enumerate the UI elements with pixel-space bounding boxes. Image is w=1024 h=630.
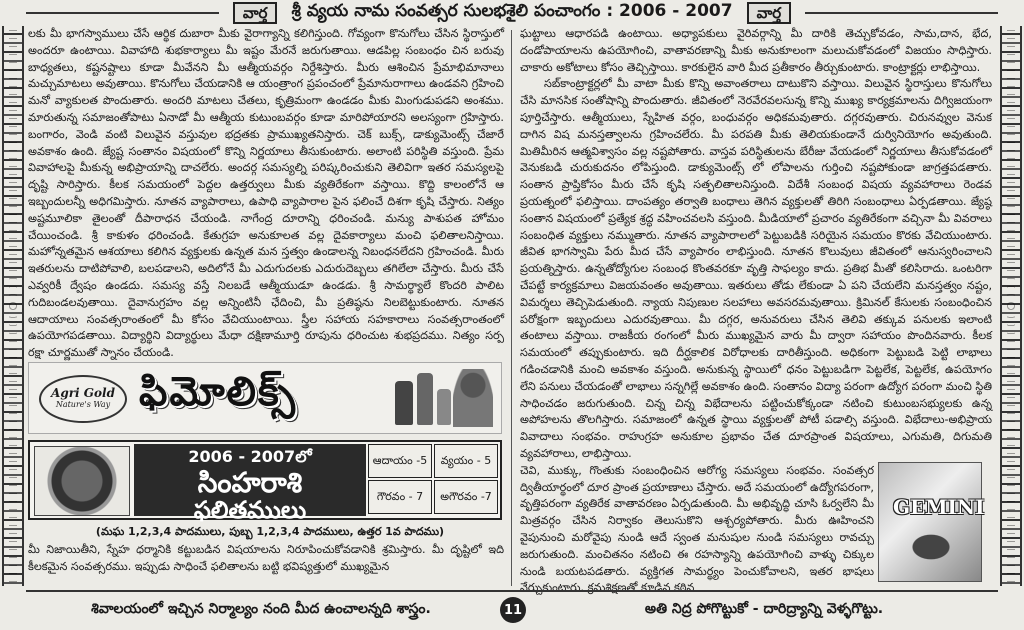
lion-image <box>34 446 130 516</box>
right-column-text-1: ఘట్టాలు ఆధారపడి ఉంటాయి. అధ్యాపకులు వైరివర్గాన్ని మీ దారికి తెచ్చుకోవడం, సామ,దాన, భేద, దండోపాయాలను ఉపయోగించి, వాతావరణాన్ని మీకు అనుకూలంగా మలుచుకోవడంలో విజయం సాధిస్తారు. చాకారు అకోటాలు కోసం తెచ్చిస్తాయి. కారకులైన వారి మీద ప్రతీకారం తీర్చుకుంటారు. కాంట్రాక్టర్లు లాభిస్తాయి. <box>520 27 992 74</box>
footer-quote-right: అతి నిద్ర పోగొట్టుకో - దారిద్ర్యాన్ని వెళ్ళగొట్టు. <box>644 600 884 617</box>
vaartha-logo-left: వార్త <box>233 2 278 24</box>
dishonour-stat: అగౌరవం -7 <box>434 480 498 514</box>
gemini-bird-image <box>901 527 961 567</box>
column-divider <box>511 30 512 586</box>
right-column-text-bottom: చెవి, ముక్కు, గొంతుకు సంబంధించిన ఆరోగ్య సమస్యలు సంభవం. సంవత్సర ద్వితీయార్థంలో దూర ప్రాంత ప్రయాణాలు చేస్తారు. అదే సమయంలో ఉద్యోగపరంగా, వృత్తిపరంగా వ్యతిరేక వాతావరణం ఏర్పడుతుంది. మీ అభివృద్ధి చూసి ఓర్వలేని మీ మిత్రవర్గం చేసిన నిర్వాకం తెలుసుకొని ఆశ్చర్యపోతారు. మీరు ఊహించని వైపునుంచి మరోవైపు నుండి ఆదే స్వంత మనుషుల నుండి సమస్యలు రావచ్చు జరుగుతుంది. మంచితనం నటించి ఈ రహస్యాన్ని ఉపయోగించి వాళ్ళు చిక్కుల నుండి బయటపడతారు. వ్యక్తిగత సామర్థ్యం పెంచుకోవాలని, ఇతర భాషలు నేర్చుకుంటారు. క్రమశిక్షణతో కూడిన కఠిన <box>520 463 874 595</box>
ad-product-name: ఫిమోలిక్స్ <box>139 369 298 415</box>
ad-model-image <box>453 369 493 427</box>
expense-stat: వ్యయం - 5 <box>434 444 498 478</box>
rashi-title: సింహరాశి <box>197 466 303 499</box>
honour-stat: గౌరవం - 7 <box>368 480 432 514</box>
product-bottles-image <box>391 371 455 429</box>
page-header <box>26 2 998 24</box>
ad-brand-tagline: Nature's Way <box>55 400 111 409</box>
nakshatra-padamulu: (మఘ 1,2,3,4 పాదములు, పుబ్బ 1,2,3,4 పాదములు, ఉత్తర 1వ పాదము) <box>95 525 445 538</box>
rashi-title-box <box>134 444 366 524</box>
left-column-bottom-text: మీ నిజాయితీని, స్నేహ ధర్మానికి కట్టుబడిన విషయాలను నిరూపించుకోవడానికి శ్రమిస్తారు. మీ దృష్టిలో ఇది కీలకమైన సంవత్సరము. ఇప్పుడు సాధించే ఫలితాలను బట్టి భవిష్యత్తులో ముఖ్యమైన <box>28 543 504 573</box>
footer-quote-left: శివాలయంలో ఇచ్చిన నిర్మాల్యం నంది మీద ఉంచాలన్నది శాస్త్రం. <box>91 600 431 617</box>
income-stat: ఆదాయం -5 <box>368 444 432 478</box>
rashi-stats <box>368 444 500 516</box>
ad-brand-name: Agri Gold <box>51 386 115 400</box>
agrigold-logo <box>39 375 127 423</box>
simha-rashi-box <box>28 440 502 524</box>
left-column-article-text: లకు మీ భాగస్వాములు చేసే ఆర్థిక దుబారా మీకు వైరాగ్యాన్ని కలిగిస్తుంది. గోవ్యంగా కొనుగోలు చేసిన స్థిరాస్తులో అందరూ ఉంటాయి. వివాహాది శుభకార్యాలు మీ ఇష్టం మేరనే జరుగుతాయి. ఆడపిల్ల సంబంధం చిన బరువు బాధ్యతలు, కష్టనష్టాలు కూడా మీవేనని మీ ఆత్మీయవర్గం నిర్దేశిస్తారు. మీరు ఆశించిన ప్రేమాభిమానాలు మచ్చుమాటలు అవుతాయి. కొనుగోలు చేయడానికి ఆ యంత్రాంగ ప్రపంచంలో ప్రేమానురాగాలు ఉండవని గ్రహించి మనో వ్యాకులత పొందుతారు. అందరి మాటలు చేతలు, కృత్రిమంగా ఉండడం మీకు మింగుడుపడని అంశము. మారుతున్న సమాజంతోపాటు ఏనాడో మీ ఆత్మీయ కుటుంబవర్గం కూడా మారిపోయారని అలస్యంగా గ్రహిస్తారు. బంగారం, వెండి వంటి విలువైన వస్తువుల భద్రతకు ప్రాముఖ్యతనిస్తారు. చెక్ బుక్స్, డాక్యుమెంట్స్ చేజారే అవకాశం ఉంది. జ్యేష్ట సంతానం విషయంలో కొన్ని నిర్ణయాలు తీసుకుంటారు. అలాంటి పరిస్థితి వస్తుంది. ప్రేమ వివాహాలపై మీకున్న అభిప్రాయాన్ని దాచలేరు. అందర్గ సమస్యల్ని పరిష్కరించుకుని తెలివిగా ఇతర సమస్యలపై దృష్టి సారిస్తారు. కీలక సమయంలో పెద్దల ఉత్తర్వులు మీకు వ్యతిరేకంగా వస్తాయి. కొద్ది కాలంలోనే ఆ ఇబ్బందులన్నీ అధిగమిస్తారు. నూతన వ్యాపారాలు, ఉపాధి వ్యాపారాల పైన ఫలించే దిశగా కృషి చేస్తారు. నిత్యం అష్టమూలికా తైలంతో దీపారాధన చేయండి. నాగేంద్ర దూరాన్ని ధరించండి. మన్యు పాశుపత హోమం చేయించండి. శ్రీ కాకుళం ధరించండి. కేతుగ్రహ అనుకూలత వల్ల దైవకార్యాలు మంచి ఫలితాలనిస్తాయి. మహోన్నతమైన ఆశయాలు కలిగిన వ్యక్తులకు ఉన్నత మన స్తత్వం ఉండాలన్న నిబంధనలేదని గ్రహించండి. మీరు ఇతరులను దాటిపోవాలి, బలపడాలని, అదిలోనే మీ ఎదుగుదలకు ఎదురుదెబ్బలు తగిలేలా చేస్తారు. మీరు చేసే ఎవ్వరికీ ద్వేషం ఉండదు. సమస్య వస్తే నిలబడే ఆత్మీయుడూ ఉండడు. శ్రీ సామర్థ్యాలే కొందరి పాలిట గుదిబండలవుతాయి. దైవానుగ్రహం వల్ల అన్నింటినీ ఛేదించి, మీ ప్రతిష్ఠను నిలబెట్టుకుంటారు. నూతన ఆదాయాలు సంవత్సరాంతంలో మీ కోసం వేచియుంటాయి. స్త్రీల సహాయ సహకారాలు సంవత్సరాంతంలో ఉపయోగపడతాయి. విద్యార్థిని విద్యార్థులు మేధా దక్షిణామూర్తి రూపును ధరించుట శుభప్రదము. నిత్యం సర్ప రక్షా చూర్ణముతో స్నానం చేయండి. <box>28 27 504 360</box>
fimolix-advertisement <box>28 362 502 434</box>
header-rule-right <box>805 12 998 14</box>
left-decorative-border <box>2 26 24 586</box>
right-decorative-border <box>1000 26 1022 586</box>
rashi-subtitle: ఫలితములు <box>193 496 307 524</box>
header-rule-left <box>26 12 219 14</box>
page-footer <box>26 590 998 628</box>
page-number: 11 <box>500 597 526 623</box>
gemini-brand: GEMINI <box>893 495 985 519</box>
vaartha-logo-right: వార్త <box>747 2 792 24</box>
rashi-year: 2006 - 2007లో <box>188 447 312 466</box>
right-column-text-2: సబ్‌కాంట్రాక్టర్లలో మీ వాటా మీకు కొన్ని అవాంతరాలు దాటుకొని వస్తాయి. విలువైన స్థిరాస్తులు కొనుగోలు చేసి మానసిక సంతోషాన్ని పొందుతారు. జీవితంలో నెరవేరవలసున్న కొన్ని ముఖ్య కార్యక్రమాలను దిగ్విజయంగా పూర్తిచేస్తారు. ఆత్మీయులు, స్నేహిత వర్గం, బంధువర్గం అధికమవుతారు. దగ్గరవుతారు. చిరునవ్వుల వెనుక దాగిన విష మనస్తత్వాలను గ్రహించలేరు. మీ పరపతి మీకు తెలియకుండానే దుర్వినియోగం అవుతుంది. మితిమీరిన ఆత్మవిశ్వాసం వల్ల నష్టపోతారు. వాస్తవ పరిస్థితులను బేరీజు వేయడంలో నిర్ణయాలు తీసుకోవడంలో వెనుకబడి చురుకుదనం లోపిస్తుంది. డాక్యుమెంట్స్ లో లోపాలను గుర్తించి నష్టపోకుండా జాగ్రత్తపడతారు. సంతాన ప్రాప్తికోసం మీరు చేసే కృషి సత్ఫలితాలనిస్తుంది. విదేశీ సంబంధ విషయ వ్యవహారాలు రెండవ ప్రయత్నంలో ఫలిస్తాయి. దాంపత్యం తర్వాతి బంధాలు తెగిన వ్యక్తులతో తిరిగి సంబంధాలు ఏర్పడతాయి. జ్యేష్ఠ సంతాన విషయంలో ప్రత్యేక శ్రద్ధ వహించవలసి వస్తుంది. మీడియాలో ప్రచారం వ్యతిరేకంగా వచ్చినా మీ వివరాలు సంబంధిత వ్యక్తులు నమ్ముతారు. నూతన వ్యాపారాలలో పెట్టుబడికి సరియైన సమయం కొరకు వేచియుంటారు. జీవిత భాగస్వామి పేరు మీద చేసే వ్యాపారం లాభిస్తుంది. నూతన కొలువులు జీవితంలో ఆనుస్వరించాలని ప్రయత్నిస్తారు. ఉన్నతోద్యోగుల సంబంధ కొంతవరకూ వృత్తి సాఫల్యం కాదు. ప్రతిభ మీతో కలిసిరాదు. ఒంటరిగా చేపట్టే కార్యక్రమాలు విజయవంతం అవుతాయి. ఇతరులు తోడు లేకుండా ఏ పని చేయలేని మనస్తత్వం నష్టం, విమర్శలు తెచ్చిపెడుతుంది. న్యాయ నిపుణుల సలహాలు అవసరమవుతాయి. క్రిమినల్ కేసులకు సంబంధించిన పరోక్షంగా ఇబ్బందులు ఎదురవుతాయి. మీ దగ్గర, అనువరులు చేసిన తెలివి తక్కువ పనులకు ఇలాంటి తంటాలు వస్తాయి. రాజకీయ రంగంలో మీరు ముఖ్యమైన వారు మీ ద్వారా సహాయం పొందినవారు. కీలక సమయంలో తప్పుకుంటారు. ఇది దీర్ఘకాలిక విరోధాలకు దారితీస్తుంది. అధికంగా పెట్టుబడి పెట్టి లాభాలు గడించడానికి మంచి అవకాశం వస్తుంది. అనుకున్న స్థాయిలో ధనం పెట్టుబడిగా పెట్టలేక, పెట్టలేక, ఉపయోగం లేని పనులు చేయడంతో లాభాలు సన్నగిల్లే అవకాశం ఉంది. సంతానం విద్యా పరంగా ఉద్యోగ పరంగా మంచి స్థితి సాధించడం జరుగుతుంది. చిన్న చిన్న విభేదాలను పట్టించుకోక్కండా నటించి కుటుంబసభ్యులకు ఉన్న అపోహలను తొలగిస్తారు. సమాజంలో ఉన్నత స్థాయి వ్యక్తులతో పోటీ పడాల్సి వస్తుంది. విభేదాలు-అభిప్రాయ వివాదాలు సంభవం. రాహుగ్రహ అనుకూల ప్రభావం చేత దూరప్రాంత విషయాలు, ఎగుమతి, దిగుమతి వ్యవహారాలు, లాభిస్తాయి. <box>520 77 992 460</box>
gemini-advertisement <box>878 462 985 582</box>
page-title: శ్రీ వ్యయ నామ సంవత్సర సులభశైలి పంచాంగం : 2006 - 2007 <box>291 1 733 21</box>
